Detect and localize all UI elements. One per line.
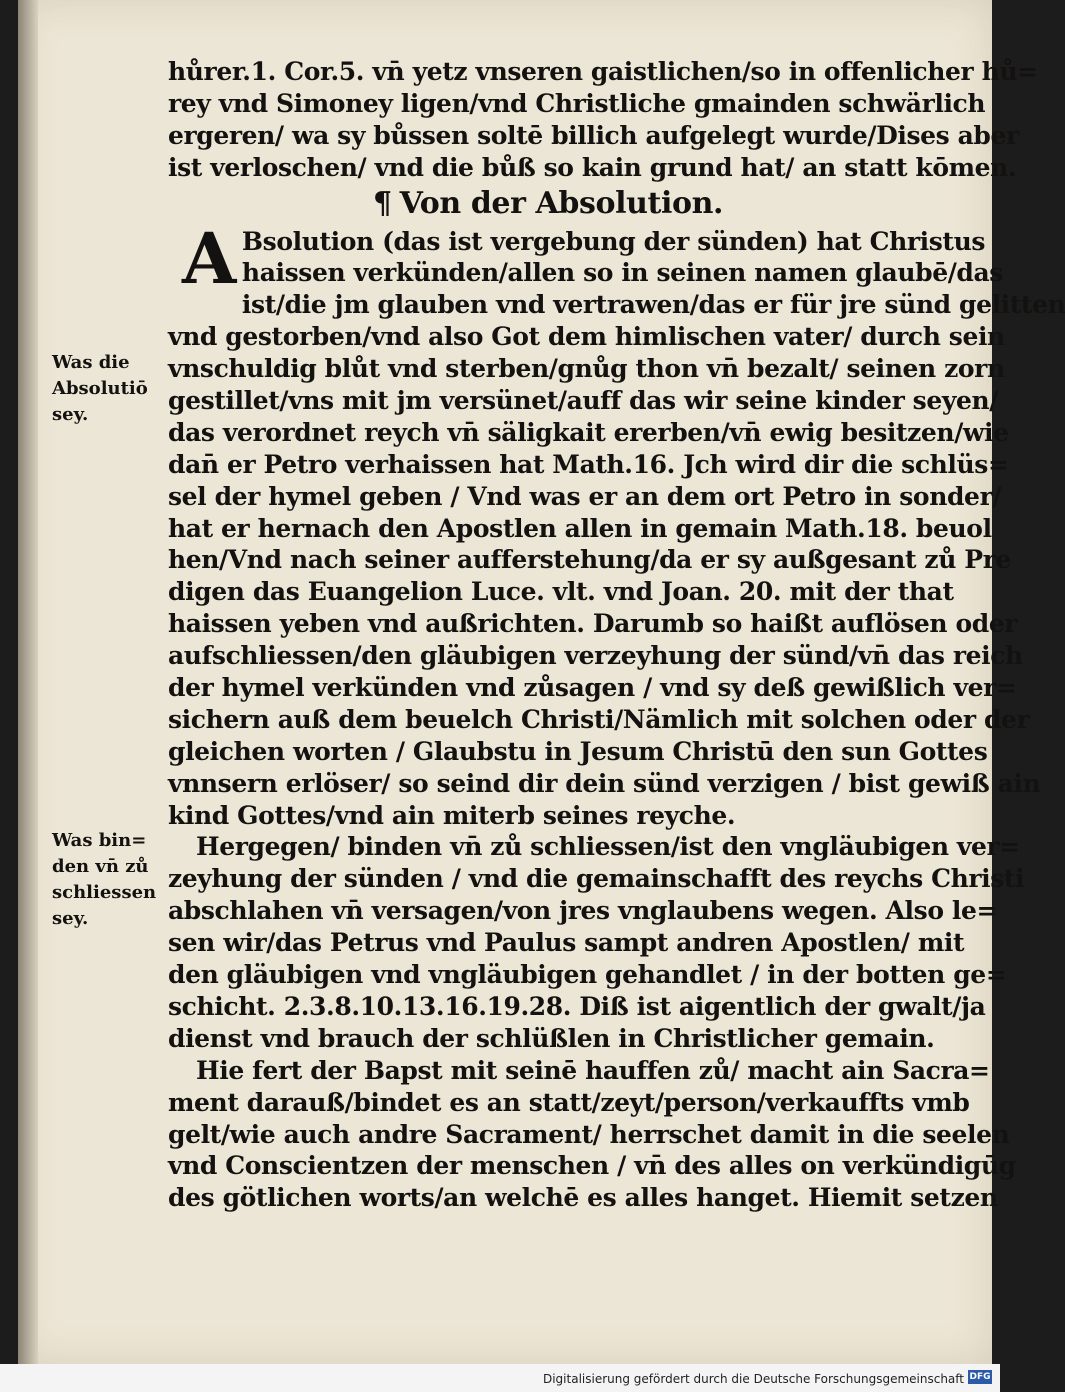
paragraph-binden [168,831,1025,1054]
paragraph-absolution [168,216,1065,832]
text-line: den gläubigen vnd vngläubigen gehandlet / in der botten ge= [168,960,1007,990]
text-line: vnnsern erlöser/ so seind dir dein sünd verzigen / bist gewiß ain [168,768,1041,798]
text-line: vnschuldig blůt vnd sterben/gnůg thon vn̄ bezalt/ seinen zorn [168,354,1005,384]
text-line: dienst vnd brauch der schlüßlen in Christlicher gemain. [168,1023,935,1053]
text-line: ergeren/ wa sy bůssen soltē billich aufgelegt wurde/Dises aber [168,120,1019,150]
text-line: dan̄ er Petro verhaissen hat Math.16. Jch wird dir die schlüs= [168,449,1009,479]
text-line: Hergegen/ binden vn̄ zů schliessen/ist den vngläubigen ver= [196,832,1020,862]
text-line: des götlichen worts/an welchē es alles hanget. Hiemit setzen [168,1183,998,1213]
text-line: hat er hernach den Apostlen allen in gemain Math.18. beuol [168,513,992,543]
text-line: sichern auß dem beuelch Christi/Nämlich mit solchen oder der [168,704,1030,734]
paragraph-top [168,56,1038,184]
text-line: abschlahen vn̄ versagen/von jres vnglaubens wegen. Also le= [168,896,998,926]
pilcrow-icon: ¶ [372,185,392,221]
margin-note-absolution [52,350,148,428]
text-line: sel der hymel geben / Vnd was er an dem ort Petro in sonder/ [168,481,1002,511]
margin-note-line: den vn̄ zů [52,856,149,877]
heading-text: Von der Absolution. [399,185,724,221]
text-line: digen das Euangelion Luce. vlt. vnd Joan. 20. mit der that [168,577,954,607]
margin-note-line: schliessen [52,882,157,903]
page-gutter [18,0,38,1364]
main-text [168,56,1065,1214]
section-heading [168,186,928,222]
text-line: Bsolution (das ist vergebung der sünden) hat Christus [241,226,986,256]
text-line: sen wir/das Petrus vnd Paulus sampt andren Apostlen/ mit [168,928,965,958]
text-line: ist verloschen/ vnd die bůß so kain grund hat/ an statt kōmen. [168,152,1017,182]
text-line: gestillet/vns mit jm versünet/auff das wir seine kinder seyen/ [168,386,998,416]
margin-note-binden [52,828,156,932]
text-line: ist/die jm glauben vnd vertrawen/das er für jre sünd gelitten [241,290,1065,320]
text-line: aufschliessen/den gläubigen verzeyhung der sünd/vn̄ das reich [168,641,1023,671]
margin-note-line: Absolutiō [52,378,148,399]
text-line: hen/Vnd nach seiner aufferstehung/da er sy außgesant zů Pre [168,545,1011,575]
text-line: schicht. 2.3.8.10.13.16.19.28. Diß ist aigentlich der gwalt/ja [168,991,986,1021]
text-line: vnd gestorben/vnd also Got dem himlischen vater/ durch sein [168,322,1005,352]
margin-note-line: sey. [52,404,89,425]
text-line: vnd Conscientzen der menschen / vn̄ des alles on verkündigūg [168,1151,1016,1181]
footer-text: Digitalisierung gefördert durch die Deutsche Forschungsgemeinschaft [542,1372,964,1386]
text-line: hůrer.1. Cor.5. vn̄ yetz vnseren gaistlichen/so in offenlicher hů= [168,57,1038,86]
drop-cap: A [182,216,236,300]
text-line: das verordnet reych vn̄ säligkait ererben/vn̄ ewig besitzen/wie [168,417,1009,447]
margin-note-line: Was bin= [52,830,147,851]
text-line: ment darauß/bindet es an statt/zeyt/person/verkauffts vmb [168,1087,970,1117]
text-line: gelt/wie auch andre Sacrament/ herrschet damit in die seelen [168,1119,1010,1149]
text-line: zeyhung der sünden / vnd die gemainschafft des reychs Christi [168,864,1025,894]
dfg-logo: DFG [969,1372,991,1382]
margin-note-line: Was die [52,352,130,373]
footer-bar [0,1364,1000,1392]
text-line: gleichen worten / Glaubstu in Jesum Christū den sun Gottes [168,736,988,766]
text-line: rey vnd Simoney ligen/vnd Christliche gmainden schwärlich [168,88,986,118]
text-line: Hie fert der Bapst mit seinē hauffen zů/ macht ain Sacra= [196,1055,990,1085]
paragraph-bapst [168,1055,1016,1214]
text-line: haissen yeben vnd außrichten. Darumb so haißt auflösen oder [168,609,1018,639]
text-line: kind Gottes/vnd ain miterb seines reyche. [168,800,736,830]
text-line: haissen verkünden/allen so in seinen namen glaubē/das [241,258,1003,288]
book-page [18,0,1065,1364]
text-line: der hymel verkünden vnd zůsagen / vnd sy deß gewißlich ver= [168,673,1017,703]
margin-note-line: sey. [52,908,89,929]
